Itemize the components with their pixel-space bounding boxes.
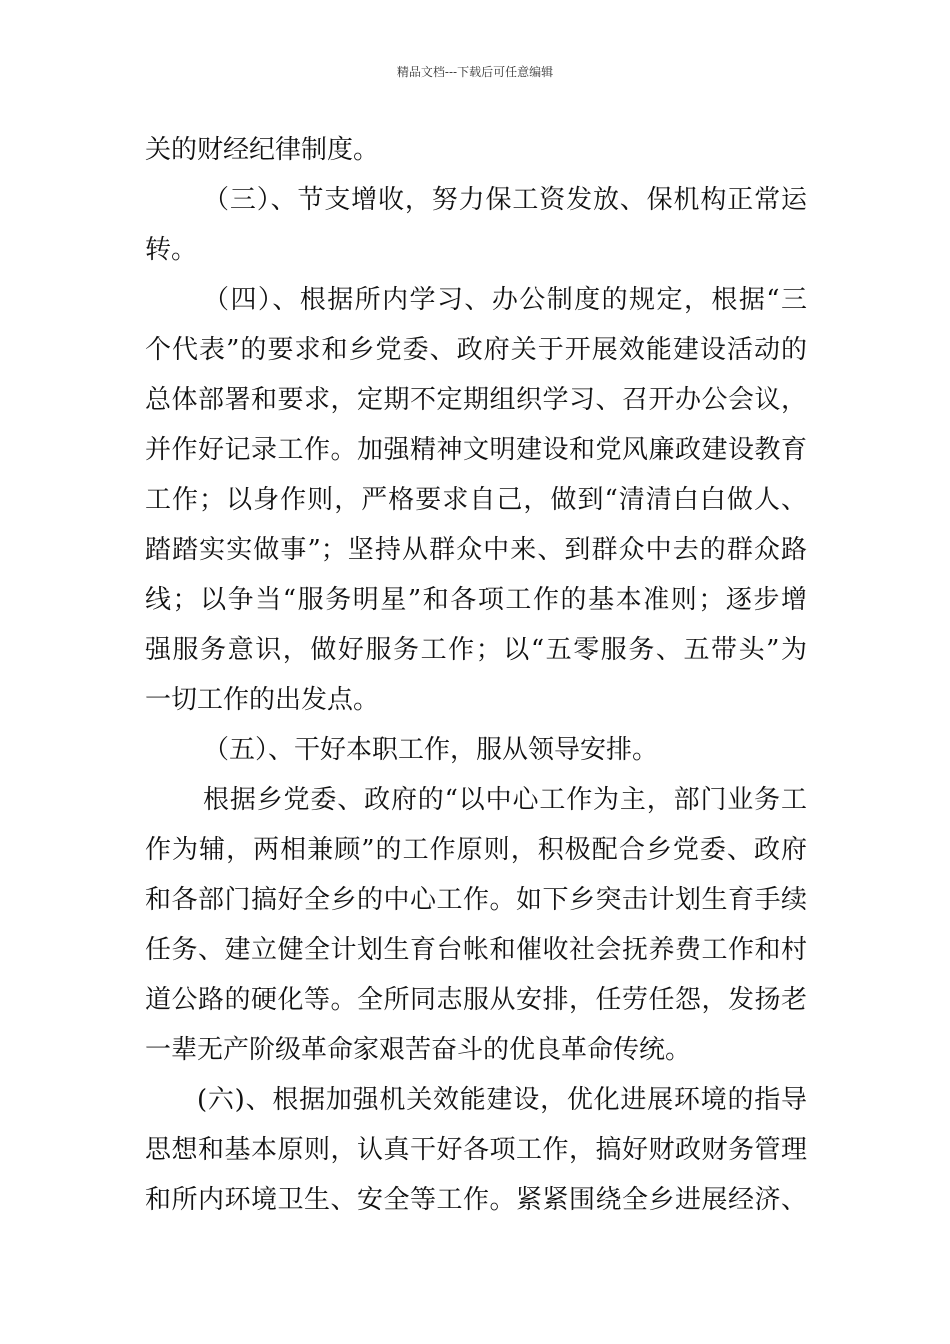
page-header: 精品文档---下载后可任意编辑 bbox=[396, 65, 554, 79]
text-line: 作为辅，两相兼顾”的工作原则，积极配合乡党委、政府 bbox=[145, 835, 807, 865]
text-line: 转。 bbox=[145, 235, 198, 265]
text-line: 和各部门搞好全乡的中心工作。如下乡突击计划生育手续 bbox=[145, 885, 807, 915]
text-line: 线；以争当“服务明星”和各项工作的基本准则；逐步增 bbox=[145, 585, 807, 615]
text-line: 和所内环境卫生、安全等工作。紧紧围绕全乡进展经济、 bbox=[145, 1185, 807, 1215]
text-line: 道公路的硬化等。全所同志服从安排，任劳任怨，发扬老 bbox=[145, 985, 807, 1015]
text-line: 根据乡党委、政府的“以中心工作为主，部门业务工 bbox=[203, 785, 807, 815]
text-line: 任务、建立健全计划生育台帐和催收社会抚养费工作和村 bbox=[145, 935, 807, 965]
text-line: 踏踏实实做事”；坚持从群众中来、到群众中去的群众路 bbox=[145, 535, 807, 565]
text-line: （四）、根据所内学习、办公制度的规定，根据“三 bbox=[203, 285, 807, 315]
text-line: （五）、干好本职工作，服从领导安排。 bbox=[203, 735, 659, 765]
text-line: 总体部署和要求，定期不定期组织学习、召开办公会议， bbox=[145, 385, 807, 415]
text-line: 工作；以身作则，严格要求自己，做到“清清白白做人、 bbox=[145, 485, 807, 515]
text-line: 并作好记录工作。加强精神文明建设和党风廉政建设教育 bbox=[145, 435, 807, 465]
text-line: 个代表”的要求和乡党委、政府关于开展效能建设活动的 bbox=[145, 335, 807, 365]
text-line: 一切工作的出发点。 bbox=[145, 685, 380, 715]
text-line: 思想和基本原则，认真干好各项工作，搞好财政财务管理 bbox=[145, 1135, 807, 1165]
document-body bbox=[145, 125, 807, 1225]
text-line: 关的财经纪律制度。 bbox=[145, 135, 380, 165]
text-line: (六)、根据加强机关效能建设，优化进展环境的指导 bbox=[197, 1085, 807, 1115]
text-line: 一辈无产阶级革命家艰苦奋斗的优良革命传统。 bbox=[145, 1035, 692, 1065]
text-line: （三）、节支增收，努力保工资发放、保机构正常运 bbox=[203, 185, 807, 215]
text-line: 强服务意识，做好服务工作；以“五零服务、五带头”为 bbox=[145, 635, 807, 665]
